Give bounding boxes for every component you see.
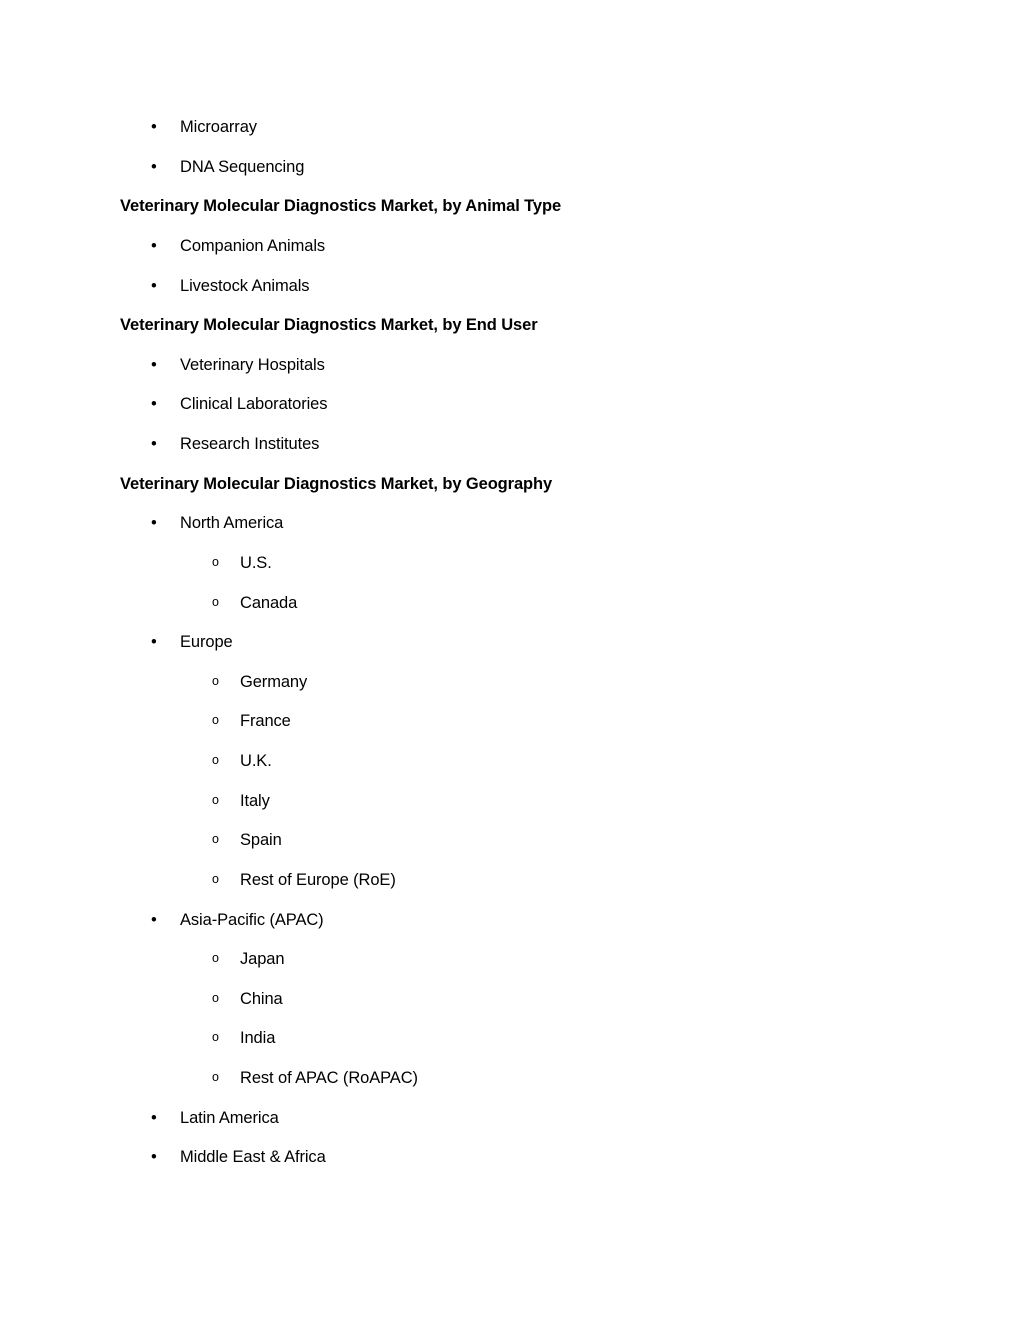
list-item: [120, 504, 904, 544]
bullet-icon: •: [151, 435, 157, 453]
sub-bullet-icon: o: [212, 951, 219, 966]
list-item-label: Livestock Animals: [180, 276, 310, 295]
list-item: [120, 702, 904, 742]
list-item-label: Microarray: [180, 118, 257, 136]
list-item: [120, 782, 904, 822]
list-item: [120, 267, 904, 307]
list-item: [120, 584, 904, 624]
sub-bullet-icon: o: [212, 832, 219, 847]
bullet-icon: •: [151, 118, 157, 136]
list-item-label: Rest of APAC (RoAPAC): [240, 1069, 418, 1087]
list-item: [120, 901, 904, 941]
list-item-label: U.K.: [240, 752, 272, 770]
section-heading: Veterinary Molecular Diagnostics Market, by Animal Type: [120, 197, 562, 216]
sub-bullet-icon: o: [212, 753, 219, 767]
list-item-label: Spain: [240, 831, 282, 850]
bullet-list: [120, 227, 904, 306]
list-item: [120, 1019, 904, 1059]
list-item: [120, 346, 904, 386]
list-item: [120, 148, 904, 188]
sub-bullet-list: [120, 940, 904, 1099]
list-item: [120, 940, 904, 980]
list-item-label: Asia-Pacific (APAC): [180, 910, 324, 929]
sub-bullet-list: [120, 544, 904, 623]
list-item: [120, 385, 904, 425]
bullet-icon: •: [151, 355, 157, 374]
bullet-icon: •: [151, 1148, 157, 1167]
list-item-label: U.S.: [240, 553, 272, 572]
list-item: [120, 544, 904, 584]
list-item: [120, 425, 904, 465]
bullet-list: [120, 504, 904, 1178]
list-item: [120, 227, 904, 267]
sub-bullet-icon: o: [212, 792, 219, 807]
sub-bullet-list: [120, 663, 904, 901]
section-by-animal-type: [120, 187, 904, 306]
bullet-icon: •: [151, 395, 157, 414]
list-item-label: Research Institutes: [180, 435, 320, 453]
list-item-label: Latin America: [180, 1108, 279, 1127]
bullet-icon: •: [151, 276, 157, 295]
list-item: [120, 1059, 904, 1099]
bullet-icon: •: [151, 514, 157, 533]
sub-bullet-icon: o: [212, 990, 219, 1005]
section-by-geography: [120, 465, 904, 1178]
list-item: [120, 1099, 904, 1139]
list-item-label: Rest of Europe (RoE): [240, 870, 396, 889]
list-item: [120, 108, 904, 148]
list-item-label: China: [240, 989, 283, 1008]
bullet-list: [120, 346, 904, 465]
list-item-label: Japan: [240, 950, 285, 969]
sub-bullet-icon: o: [212, 594, 219, 609]
list-item-label: France: [240, 712, 291, 731]
section-heading: Veterinary Molecular Diagnostics Market, by End User: [120, 316, 538, 335]
bullet-list: [120, 108, 904, 187]
sub-bullet-icon: o: [212, 871, 219, 886]
bullet-icon: •: [151, 1108, 157, 1127]
bullet-icon: •: [151, 910, 157, 929]
bullet-icon: •: [151, 633, 157, 652]
list-item-label: Veterinary Hospitals: [180, 355, 325, 374]
document-body: [120, 108, 904, 1178]
sub-bullet-icon: o: [212, 713, 219, 728]
bullet-icon: •: [151, 157, 157, 176]
sub-bullet-icon: o: [212, 673, 219, 688]
list-item: [120, 742, 904, 782]
list-item-label: India: [240, 1029, 276, 1048]
list-item-label: Germany: [240, 672, 308, 691]
list-item: [120, 980, 904, 1020]
section-by-end-user: [120, 306, 904, 465]
list-item-label: North America: [180, 514, 284, 533]
list-item-label: Clinical Laboratories: [180, 395, 328, 414]
list-item: [120, 623, 904, 663]
list-item: [120, 1138, 904, 1178]
list-item: [120, 821, 904, 861]
bullet-icon: •: [151, 236, 157, 255]
list-item-label: Europe: [180, 633, 233, 652]
list-item-label: Companion Animals: [180, 236, 326, 255]
sub-bullet-icon: o: [212, 554, 219, 569]
list-item-label: Canada: [240, 593, 298, 612]
sub-bullet-icon: o: [212, 1070, 219, 1084]
list-item-label: Middle East & Africa: [180, 1148, 326, 1167]
list-item-label: DNA Sequencing: [180, 157, 305, 176]
section-heading: Veterinary Molecular Diagnostics Market, by Geography: [120, 474, 553, 493]
list-item-label: Italy: [240, 791, 270, 810]
list-item: [120, 861, 904, 901]
section-orphan-bullets: [120, 108, 904, 187]
list-item: [120, 663, 904, 703]
sub-bullet-icon: o: [212, 1030, 219, 1045]
